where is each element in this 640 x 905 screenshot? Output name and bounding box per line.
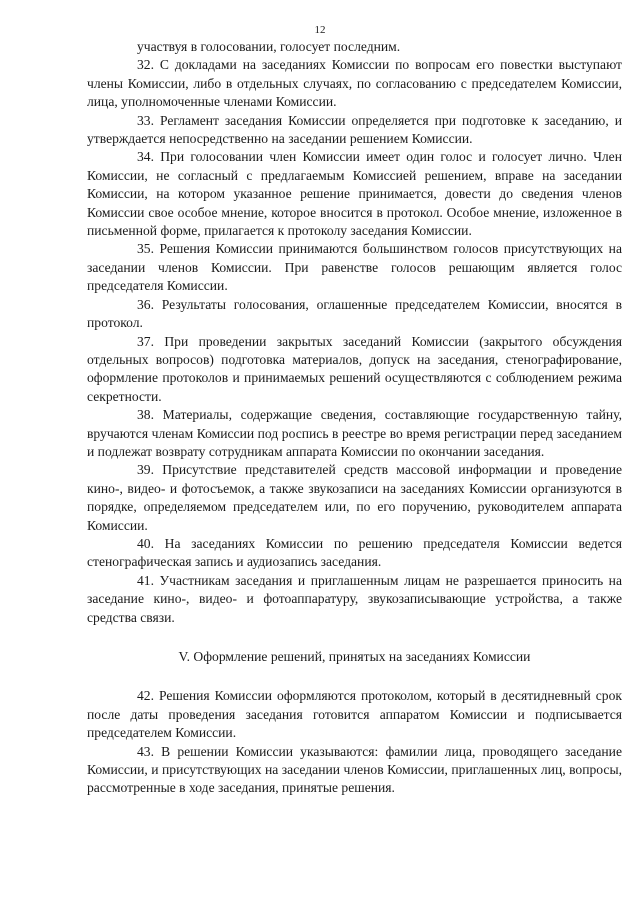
paragraph-39: 39. Присутствие представителей средств массовой информации и проведение кино-, видео- и фотосъемок, а также звукозаписи на заседаниях Комиссии организуются в порядке, определяемом председателем или, по его поручению, руководителем аппарата Комиссии. [87,462,622,533]
paragraph-41: 41. Участникам заседания и приглашенным лицам не разрешается приносить на заседание кино-, видео- и фотоаппаратуру, звукозаписывающие устройства, а также средства связи. [87,572,622,625]
paragraph-38: 38. Материалы, содержащие сведения, составляющие государственную тайну, вручаются членам Комиссии под роспись в реестре во время регистрации перед заседанием и подлежат возврату сотрудникам аппарата Комиссии по окончании заседания. [87,407,622,459]
paragraph-33: 33. Регламент заседания Комиссии определяется при подготовке к заседанию, и утверждается непосредственно на заседании решением Комиссии. [87,112,622,147]
paragraph-36: 36. Результаты голосования, оглашенные председателем Комиссии, вносятся в протокол. [87,296,622,331]
paragraph-37: 37. При проведении закрытых заседаний Комиссии (закрытого обсуждения отдельных вопросов) подготовка материалов, допуск на заседания, стенографирование, оформление протоколов и принимаемых решений осуществляются с соблюдением режима секретности. [87,333,622,404]
section-heading: V. Оформление решений, принятых на заседаниях Комиссии [178,649,531,664]
paragraph-35: 35. Решения Комиссии принимаются большинством голосов присутствующих на заседании членов Комиссии. При равенстве голосов решающим является голос председателя Комиссии. [87,241,622,294]
paragraph-43: 43. В решении Комиссии указываются: фамилии лица, проводящего заседание Комиссии, и присутствующих на заседании членов Комиссии, приглашенных лиц, вопросы, рассмотренные в ходе заседания, принятые решения. [87,743,622,796]
paragraph-continuation: участвуя в голосовании, голосует последним. [137,39,401,54]
page-number: 12 [314,24,326,36]
paragraph-32: 32. С докладами на заседаниях Комиссии по вопросам его повестки выступают члены Комиссии, либо в отдельных случаях, по согласованию с председателем Комиссии, лица, уполномоченные членами Комиссии. [87,57,622,110]
paragraph-40: 40. На заседаниях Комиссии по решению председателя Комиссии ведется стенографическая запись и аудиозапись заседания. [87,535,622,570]
paragraph-42: 42. Решения Комиссии оформляются протоколом, который в десятидневный срок после даты проведения заседания готовится аппаратом Комиссии и подписывается председателем Комиссии. [87,688,622,741]
paragraph-34: 34. При голосовании член Комиссии имеет один голос и голосует лично. Член Комиссии, не согласный с предлагаемым Комиссией решением, вправе на заседании Комиссии, на котором указанное решение принимается, довести до сведения членов Комиссии свое особое мнение, которое вносится в протокол. Особое мнение, изложенное в письменной форме, прилагается к протоколу заседания Комиссии. [87,149,622,239]
document-body [87,38,622,798]
